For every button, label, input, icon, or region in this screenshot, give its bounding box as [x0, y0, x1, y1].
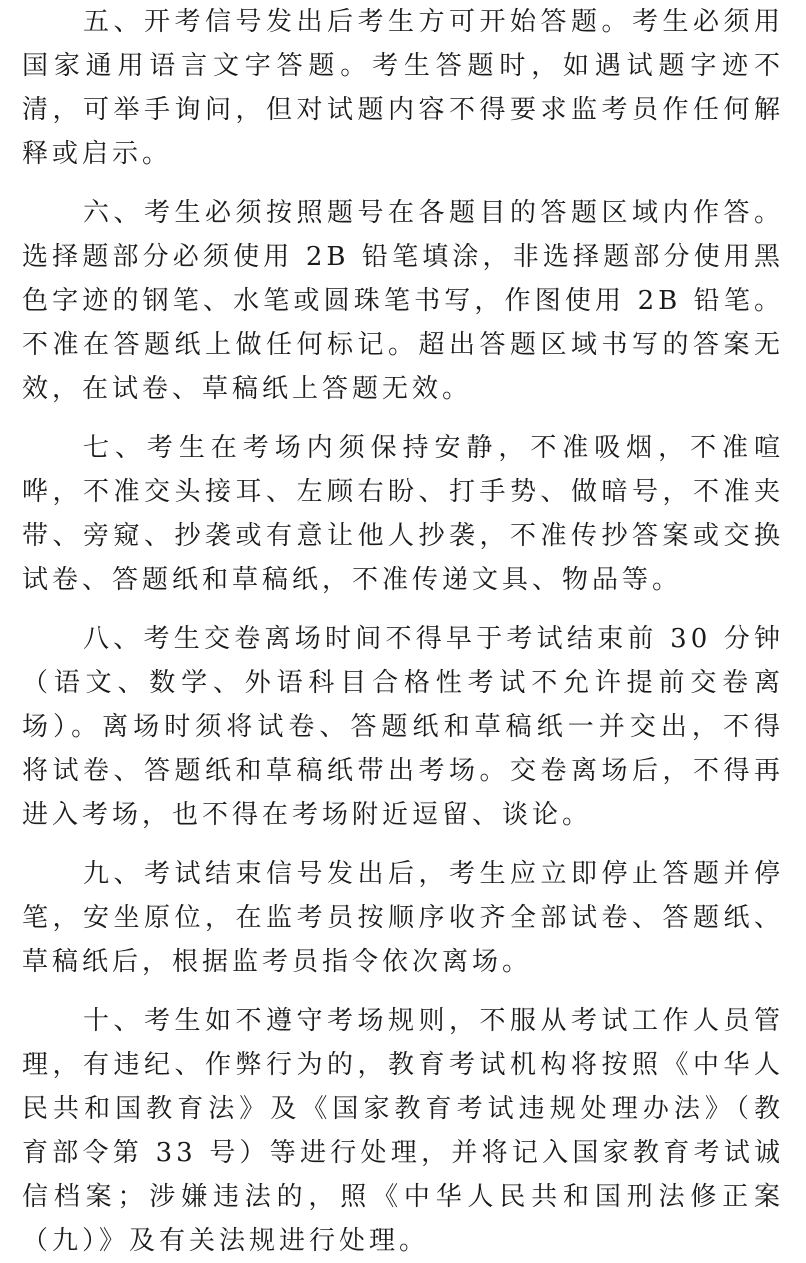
rule-paragraph-10: 十、考生如不遵守考场规则，不服从考试工作人员管理，有违纪、作弊行为的，教育考试机构将按照《中华人民共和国教育法》及《国家教育考试违规处理办法》（教育部令第 33 号）等进行处理，并将记入国家教育考试诚信档案；涉嫌违法的，照《中华人民共和国刑法修正案（九）》及有关法规进行处理。 — [22, 1006, 784, 1256]
rule-paragraph-8: 八、考生交卷离场时间不得早于考试结束前 30 分钟（语文、数学、外语科目合格性考试不允许提前交卷离场）。离场时须将试卷、答题纸和草稿纸一并交出，不得将试卷、答题纸和草稿纸带出考场。交卷离场后，不得再进入考场，也不得在考场附近逗留、谈论。 — [22, 624, 784, 830]
rule-paragraph-7: 七、考生在考场内须保持安静，不准吸烟，不准喧哗，不准交头接耳、左顾右盼、打手势、做暗号，不准夹带、旁窥、抄袭或有意让他人抄袭，不准传抄答案或交换试卷、答题纸和草稿纸，不准传递文具、物品等。 — [22, 433, 784, 595]
rule-paragraph-6: 六、考生必须按照题号在各题目的答题区域内作答。选择题部分必须使用 2B 铅笔填涂，非选择题部分使用黑色字迹的钢笔、水笔或圆珠笔书写，作图使用 2B 铅笔。不准在答题纸上做任何标记。超出答题区域书写的答案无效，在试卷、草稿纸上答题无效。 — [22, 198, 784, 404]
rule-paragraph-9: 九、考试结束信号发出后，考生应立即停止答题并停笔，安坐原位，在监考员按顺序收齐全部试卷、答题纸、草稿纸后，根据监考员指令依次离场。 — [22, 859, 784, 977]
document-page — [22, 0, 784, 1263]
rule-paragraph-5: 五、开考信号发出后考生方可开始答题。考生必须用国家通用语言文字答题。考生答题时，如遇试题字迹不清，可举手询问，但对试题内容不得要求监考员作任何解释或启示。 — [22, 7, 784, 169]
